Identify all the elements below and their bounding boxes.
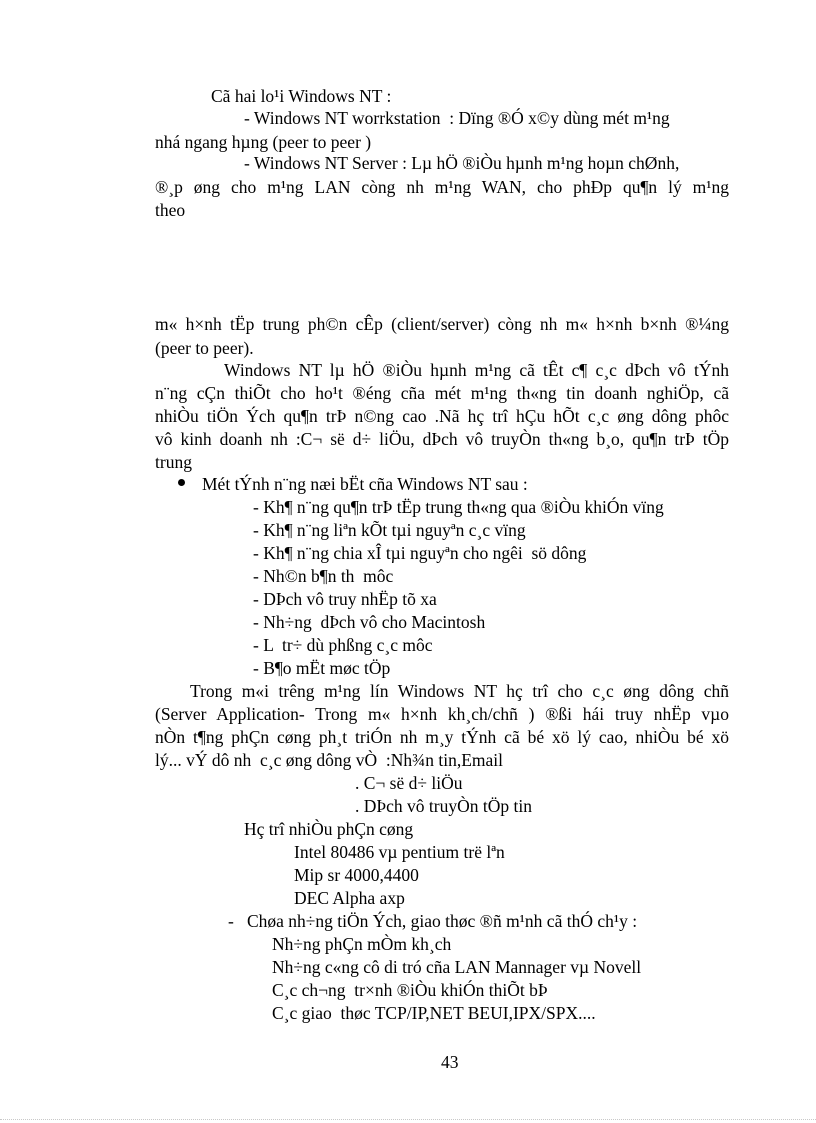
text-line: vô kinh doanh nh :C¬ së d÷ liÖu, dÞch vô truyÒn th«ng b¸o, qu¶n trÞ tÖp — [155, 429, 729, 449]
text-line: Mip sr 4000,4400 — [294, 865, 419, 885]
page-number: 43 — [441, 1052, 459, 1072]
list-heading: Mét tÝnh n¨ng næi bËt cña Windows NT sau : — [202, 474, 528, 494]
list-item: - Kh¶ n¨ng chia xÎ tµi nguyªn cho ngêi sö dông — [253, 543, 587, 563]
text-line: m« h×nh tËp trung ph©n cÊp (client/server) còng nh m« h×nh b×nh ®¼ng — [155, 314, 729, 334]
bullet-icon — [178, 479, 185, 486]
text-line: C¸c giao thøc TCP/IP,NET BEUI,IPX/SPX.... — [272, 1003, 596, 1023]
text-line: Hç trî nhiÒu phÇn cøng — [244, 819, 414, 839]
text-line: theo — [155, 200, 186, 220]
text-line: . DÞch vô truyÒn tÖp tin — [355, 796, 532, 816]
text-line: Nh÷ng phÇn mÒm kh¸ch — [272, 934, 452, 954]
text-line: n¨ng cÇn thiÕt cho ho¹t ®éng cña mét m¹ng th«ng tin doanh nghiÖp, cã — [155, 383, 729, 403]
text-line: lý... vÝ dô nh c¸c øng dông vÒ :Nh¾n tin,Email — [155, 750, 504, 770]
text-line: - Windows NT worrkstation : Dïng ®Ó x©y dùng mét m¹ng — [244, 108, 670, 128]
text-line: (Server Application- Trong m« h×nh kh¸ch/chñ ) ®ßi hái truy nhËp vµo — [155, 704, 729, 724]
text-line: Trong m«i trêng m¹ng lín Windows NT hç trî cho c¸c øng dông chñ — [190, 681, 729, 701]
text-line: nhá ngang hµng (peer to peer ) — [155, 132, 372, 152]
text-line: - Windows NT Server : Lµ hÖ ®iÒu hµnh m¹ng hoµn chØnh, — [244, 153, 680, 173]
text-line: nhiÒu tiÖn Ých qu¶n trÞ n©ng cao .Nã hç trî hÇu hÕt c¸c øng dông phôc — [155, 406, 729, 426]
text-line: Intel 80486 vµ pentium trë lªn — [294, 842, 505, 862]
text-line: ®¸p øng cho m¹ng LAN còng nh m¹ng WAN, cho phÐp qu¶n lý m¹ng — [155, 177, 729, 197]
list-item: - L tr÷ dù phßng c¸c môc — [253, 635, 433, 655]
list-item: - Nh÷ng dÞch vô cho Macintosh — [253, 612, 486, 632]
list-item: - Nh©n b¶n th môc — [253, 566, 394, 586]
page-bottom-divider — [0, 1119, 816, 1120]
list-item: - Kh¶ n¨ng qu¶n trÞ tËp trung th«ng qua ®iÒu khiÓn vïng — [253, 497, 664, 517]
text-line: (peer to peer). — [155, 338, 254, 358]
text-line: DEC Alpha axp — [294, 888, 405, 908]
list-item: - B¶o mËt møc tÖp — [253, 658, 391, 678]
text-line: Nh÷ng c«ng cô di tró cña LAN Mannager vµ Novell — [272, 957, 642, 977]
text-line: trung — [155, 452, 192, 472]
text-line: - Chøa nh÷ng tiÖn Ých, giao thøc ®ñ m¹nh cã thÓ ch¹y : — [228, 911, 638, 931]
text-line: nÒn t¶ng phÇn cøng ph¸t triÓn nh m¸y tÝnh cã bé xö lý cao, nhiÒu bé xö — [155, 727, 729, 747]
text-line: Cã hai lo¹i Windows NT : — [211, 86, 392, 106]
text-line: C¸c ch¬ng tr×nh ®iÒu khiÓn thiÕt bÞ — [272, 980, 548, 1000]
text-line: . C¬ së d÷ liÖu — [355, 773, 463, 793]
list-item: - Kh¶ n¨ng liªn kÕt tµi nguyªn c¸c vïng — [253, 520, 526, 540]
list-item: - DÞch vô truy nhËp tõ xa — [253, 589, 437, 609]
text-line: Windows NT lµ hÖ ®iÒu hµnh m¹ng cã tÊt c¶ c¸c dÞch vô tÝnh — [224, 360, 729, 380]
